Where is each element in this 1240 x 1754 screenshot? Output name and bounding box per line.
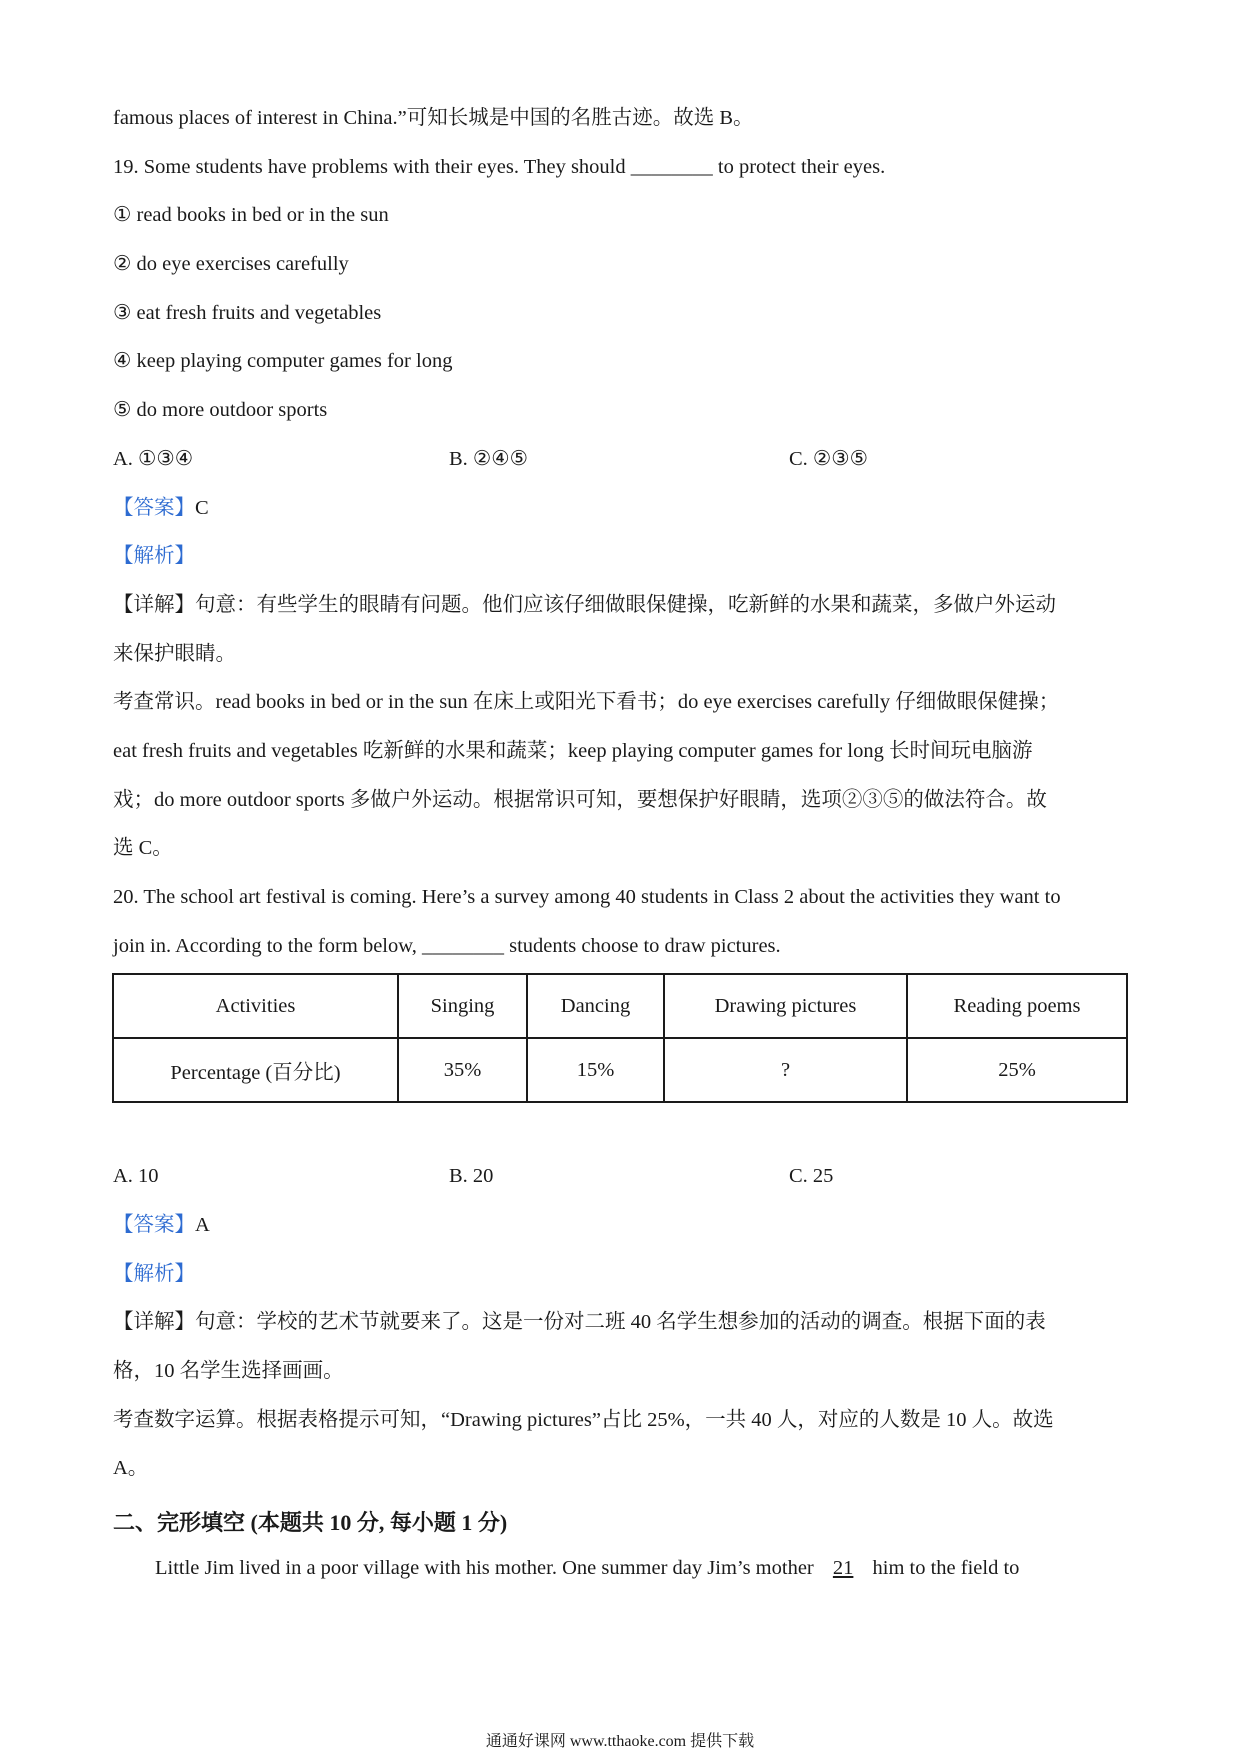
q20-option-b: B. 20 — [449, 1165, 494, 1187]
q19-detail-line: eat fresh fruits and vegetables 吃新鲜的水果和蔬菜；keep playing computer games for long 长时间玩电脑游 — [113, 740, 1033, 762]
q20-stem-line: 20. The school art festival is coming. Here’s a survey among 40 students in Class 2 about the activities they want to — [113, 886, 1061, 908]
table-cell: Percentage (百分比) — [113, 1038, 398, 1102]
blank-21: 21 — [832, 1557, 854, 1579]
q19-answer — [113, 494, 209, 522]
table-header-row — [113, 974, 1127, 1038]
q19-detail-line: 来保护眼睛。 — [113, 643, 236, 665]
page-footer: 通通好课网 www.tthaoke.com 提供下载 — [485, 1733, 755, 1750]
q19-detail-line: 选 C。 — [113, 837, 173, 859]
table-cell: Activities — [113, 974, 398, 1038]
passage-text: him to the field to — [867, 1557, 1020, 1579]
q19-item: ② do eye exercises carefully — [113, 253, 349, 275]
q20-detail-line: 考查数字运算。根据表格提示可知，“Drawing pictures”占比 25%，一共 40 人，对应的人数是 10 人。故选 — [113, 1409, 1054, 1431]
q19-option-c: C. ②③⑤ — [789, 448, 869, 470]
q20-detail-line: 【详解】句意：学校的艺术节就要来了。这是一份对二班 40 名学生想参加的活动的调查。根据下面的表 — [113, 1311, 1046, 1333]
table-cell: Dancing — [527, 974, 664, 1038]
q20-analysis-tag: 【解析】 — [113, 1263, 195, 1285]
section-heading: 二、完形填空 (本题共 10 分, 每小题 1 分) — [113, 1510, 508, 1535]
q19-item: ③ eat fresh fruits and vegetables — [113, 302, 382, 324]
q19-option-b: B. ②④⑤ — [449, 448, 529, 470]
answer-tag: 【答案】 — [113, 1214, 195, 1236]
answer-value: A — [195, 1214, 210, 1236]
q20-stem-line: join in. According to the form below, ________ students choose to draw pictures. — [113, 935, 781, 957]
answer-value: C — [195, 497, 209, 519]
q20-option-c: C. 25 — [789, 1165, 834, 1187]
passage-first-line — [155, 1554, 1019, 1582]
q20-option-a: A. 10 — [113, 1165, 159, 1187]
answer-tag: 【答案】 — [113, 497, 195, 519]
survey-table — [112, 973, 1128, 1103]
table-cell: ? — [664, 1038, 907, 1102]
passage-text: Little Jim lived in a poor village with his mother. One summer day Jim’s mother — [155, 1557, 819, 1579]
q19-detail-line: 【详解】句意：有些学生的眼睛有问题。他们应该仔细做眼保健操，吃新鲜的水果和蔬菜，多做户外运动 — [113, 594, 1056, 616]
q20-answer — [113, 1211, 210, 1239]
table-cell: Reading poems — [907, 974, 1127, 1038]
table-cell: Singing — [398, 974, 527, 1038]
q20-detail-line: A。 — [113, 1457, 149, 1479]
q19-item: ① read books in bed or in the sun — [113, 204, 389, 226]
q19-detail-line: 戏；do more outdoor sports 多做户外运动。根据常识可知，要想保护好眼睛，选项②③⑤的做法符合。故 — [113, 789, 1047, 811]
q18-tail: famous places of interest in China.”可知长城是中国的名胜古迹。故选 B。 — [113, 107, 754, 129]
q19-item: ④ keep playing computer games for long — [113, 350, 453, 372]
q20-detail-line: 格，10 名学生选择画画。 — [113, 1360, 344, 1382]
table-cell: 35% — [398, 1038, 527, 1102]
q19-detail-line: 考查常识。read books in bed or in the sun 在床上或阳光下看书；do eye exercises carefully 仔细做眼保健操； — [113, 691, 1060, 713]
table-cell: 15% — [527, 1038, 664, 1102]
q19-analysis-tag: 【解析】 — [113, 545, 195, 567]
q19-stem: 19. Some students have problems with their eyes. They should ________ to protect their eyes. — [113, 156, 886, 178]
q19-item: ⑤ do more outdoor sports — [113, 399, 328, 421]
q19-option-a: A. ①③④ — [113, 448, 194, 470]
table-row — [113, 1038, 1127, 1102]
table-cell: 25% — [907, 1038, 1127, 1102]
table-cell: Drawing pictures — [664, 974, 907, 1038]
